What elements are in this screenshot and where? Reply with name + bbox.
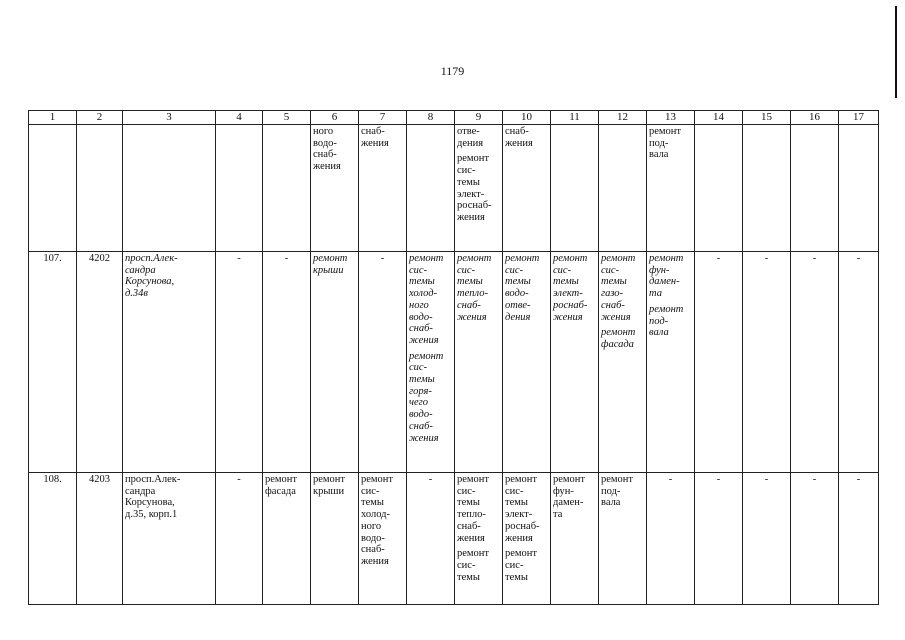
cell-col-9 bbox=[455, 252, 503, 473]
column-number-12: 12 bbox=[599, 111, 647, 125]
cell-col-1 bbox=[29, 252, 77, 473]
cell-col-7 bbox=[359, 252, 407, 473]
cell-text: 107. bbox=[43, 253, 62, 264]
column-number-6: 6 bbox=[311, 111, 359, 125]
cell-col-6 bbox=[311, 473, 359, 605]
cell-text: 4203 bbox=[89, 474, 110, 485]
cell-text: просп.Алек- сандра Корсунова, д.34в bbox=[125, 253, 178, 300]
cell-col-8 bbox=[407, 473, 455, 605]
column-number-header bbox=[29, 111, 879, 125]
cell-text: 108. bbox=[43, 474, 62, 485]
cell-col-11 bbox=[551, 473, 599, 605]
cell-col-7 bbox=[359, 125, 407, 252]
cell-text: ремонт крыши bbox=[313, 474, 346, 497]
column-number-11: 11 bbox=[551, 111, 599, 125]
cell-col-16 bbox=[791, 252, 839, 473]
cell-text: снаб- жения bbox=[505, 126, 533, 149]
cell-text: ремонт сис- темы bbox=[457, 548, 490, 583]
cell-text: - bbox=[716, 253, 721, 264]
cell-col-6 bbox=[311, 125, 359, 252]
table-row-108 bbox=[29, 473, 879, 605]
cell-text: ремонт сис- темы элект- роснаб- жения bbox=[457, 153, 492, 223]
column-number-3: 3 bbox=[123, 111, 216, 125]
column-number-5: 5 bbox=[263, 111, 311, 125]
cell-col-12 bbox=[599, 252, 647, 473]
cell-text: - bbox=[856, 253, 861, 264]
cell-col-11 bbox=[551, 252, 599, 473]
cell-col-8 bbox=[407, 252, 455, 473]
cell-col-2 bbox=[77, 252, 123, 473]
cell-col-8 bbox=[407, 125, 455, 252]
cell-text: ремонт сис- темы холод- ного водо- снаб- жения bbox=[361, 474, 394, 567]
cell-col-17 bbox=[839, 125, 879, 252]
column-number-7: 7 bbox=[359, 111, 407, 125]
cell-text: - bbox=[237, 253, 241, 264]
cell-col-5 bbox=[263, 252, 311, 473]
column-number-4: 4 bbox=[216, 111, 263, 125]
cell-col-9 bbox=[455, 473, 503, 605]
cell-col-16 bbox=[791, 473, 839, 605]
column-number-10: 10 bbox=[503, 111, 551, 125]
margin-rule bbox=[895, 6, 897, 98]
cell-text: ного водо- снаб- жения bbox=[313, 126, 341, 173]
cell-text: - bbox=[716, 474, 721, 485]
cell-col-14 bbox=[695, 252, 743, 473]
cell-col-6 bbox=[311, 252, 359, 473]
cell-text: ремонт сис- темы элект- роснаб- жения bbox=[553, 253, 588, 323]
column-number-2: 2 bbox=[77, 111, 123, 125]
cell-col-10 bbox=[503, 125, 551, 252]
column-number-13: 13 bbox=[647, 111, 695, 125]
cell-text: ремонт фун- дамен- та bbox=[553, 474, 586, 521]
cell-col-2 bbox=[77, 473, 123, 605]
cell-col-13 bbox=[647, 252, 695, 473]
cell-col-4 bbox=[216, 252, 263, 473]
column-number-15: 15 bbox=[743, 111, 791, 125]
cell-col-13 bbox=[647, 125, 695, 252]
cell-col-3 bbox=[123, 252, 216, 473]
cell-col-3 bbox=[123, 473, 216, 605]
cell-col-11 bbox=[551, 125, 599, 252]
cell-col-1 bbox=[29, 125, 77, 252]
cell-col-7 bbox=[359, 473, 407, 605]
cell-col-17 bbox=[839, 473, 879, 605]
cell-text: снаб- жения bbox=[361, 126, 389, 149]
cell-text: - bbox=[380, 253, 385, 264]
column-number-17: 17 bbox=[839, 111, 879, 125]
cell-col-3 bbox=[123, 125, 216, 252]
cell-col-14 bbox=[695, 125, 743, 252]
column-number-14: 14 bbox=[695, 111, 743, 125]
cell-text: - bbox=[764, 253, 769, 264]
cell-text: ремонт фасада bbox=[601, 327, 636, 350]
cell-text: - bbox=[812, 253, 817, 264]
cell-text: ремонт под- вала bbox=[601, 474, 634, 509]
cell-text: ремонт фун- дамен- та bbox=[649, 253, 684, 300]
cell-col-13 bbox=[647, 473, 695, 605]
cell-col-9 bbox=[455, 125, 503, 252]
cell-col-17 bbox=[839, 252, 879, 473]
cell-text: ремонт сис- темы элект- роснаб- жения bbox=[505, 474, 540, 544]
cell-text: ремонт фасада bbox=[265, 474, 298, 497]
table-row-107 bbox=[29, 252, 879, 473]
column-number-16: 16 bbox=[791, 111, 839, 125]
page-number: 1179 bbox=[440, 64, 465, 78]
cell-text: ремонт под- вала bbox=[649, 126, 682, 161]
cell-text: ремонт сис- темы тепло- снаб- жения bbox=[457, 253, 492, 323]
cell-text: - bbox=[764, 474, 769, 485]
cell-col-12 bbox=[599, 473, 647, 605]
cell-text: 4202 bbox=[89, 253, 110, 264]
cell-col-14 bbox=[695, 473, 743, 605]
cell-col-4 bbox=[216, 125, 263, 252]
cell-text: ремонт под- вала bbox=[649, 303, 684, 339]
cell-text: ремонт сис- темы горя- чего водо- снаб- жения bbox=[409, 350, 444, 444]
cell-text: - bbox=[668, 474, 673, 485]
column-number-9: 9 bbox=[455, 111, 503, 125]
cell-col-16 bbox=[791, 125, 839, 252]
cell-text: - bbox=[856, 474, 861, 485]
cell-col-15 bbox=[743, 473, 791, 605]
cell-text: - bbox=[237, 474, 241, 485]
cell-text: ремонт сис- темы тепло- снаб- жения bbox=[457, 474, 490, 544]
cell-col-12 bbox=[599, 125, 647, 252]
cell-col-1 bbox=[29, 473, 77, 605]
cell-text: ремонт сис- темы водо- отве- дения bbox=[505, 253, 540, 323]
cell-col-5 bbox=[263, 473, 311, 605]
cell-col-2 bbox=[77, 125, 123, 252]
cell-col-10 bbox=[503, 473, 551, 605]
cell-col-5 bbox=[263, 125, 311, 252]
column-number-8: 8 bbox=[407, 111, 455, 125]
table-row-continuation bbox=[29, 125, 879, 252]
cell-col-4 bbox=[216, 473, 263, 605]
cell-text: - bbox=[428, 474, 433, 485]
cell-text: просп.Алек- сандра Корсунова, д.35, корп.1 bbox=[125, 474, 181, 521]
cell-col-10 bbox=[503, 252, 551, 473]
cell-text: - bbox=[284, 253, 289, 264]
cell-text: ремонт сис- темы газо- снаб- жения bbox=[601, 253, 636, 323]
cell-text: - bbox=[812, 474, 817, 485]
cell-text: ремонт крыши bbox=[313, 253, 348, 276]
cell-text: ремонт сис- темы холод- ного водо- снаб- жения bbox=[409, 253, 444, 346]
column-number-1: 1 bbox=[29, 111, 77, 125]
cell-text: отве- дения bbox=[457, 126, 484, 149]
cell-col-15 bbox=[743, 125, 791, 252]
repair-schedule-table bbox=[28, 110, 879, 605]
cell-text: ремонт сис- темы bbox=[505, 548, 538, 583]
cell-col-15 bbox=[743, 252, 791, 473]
